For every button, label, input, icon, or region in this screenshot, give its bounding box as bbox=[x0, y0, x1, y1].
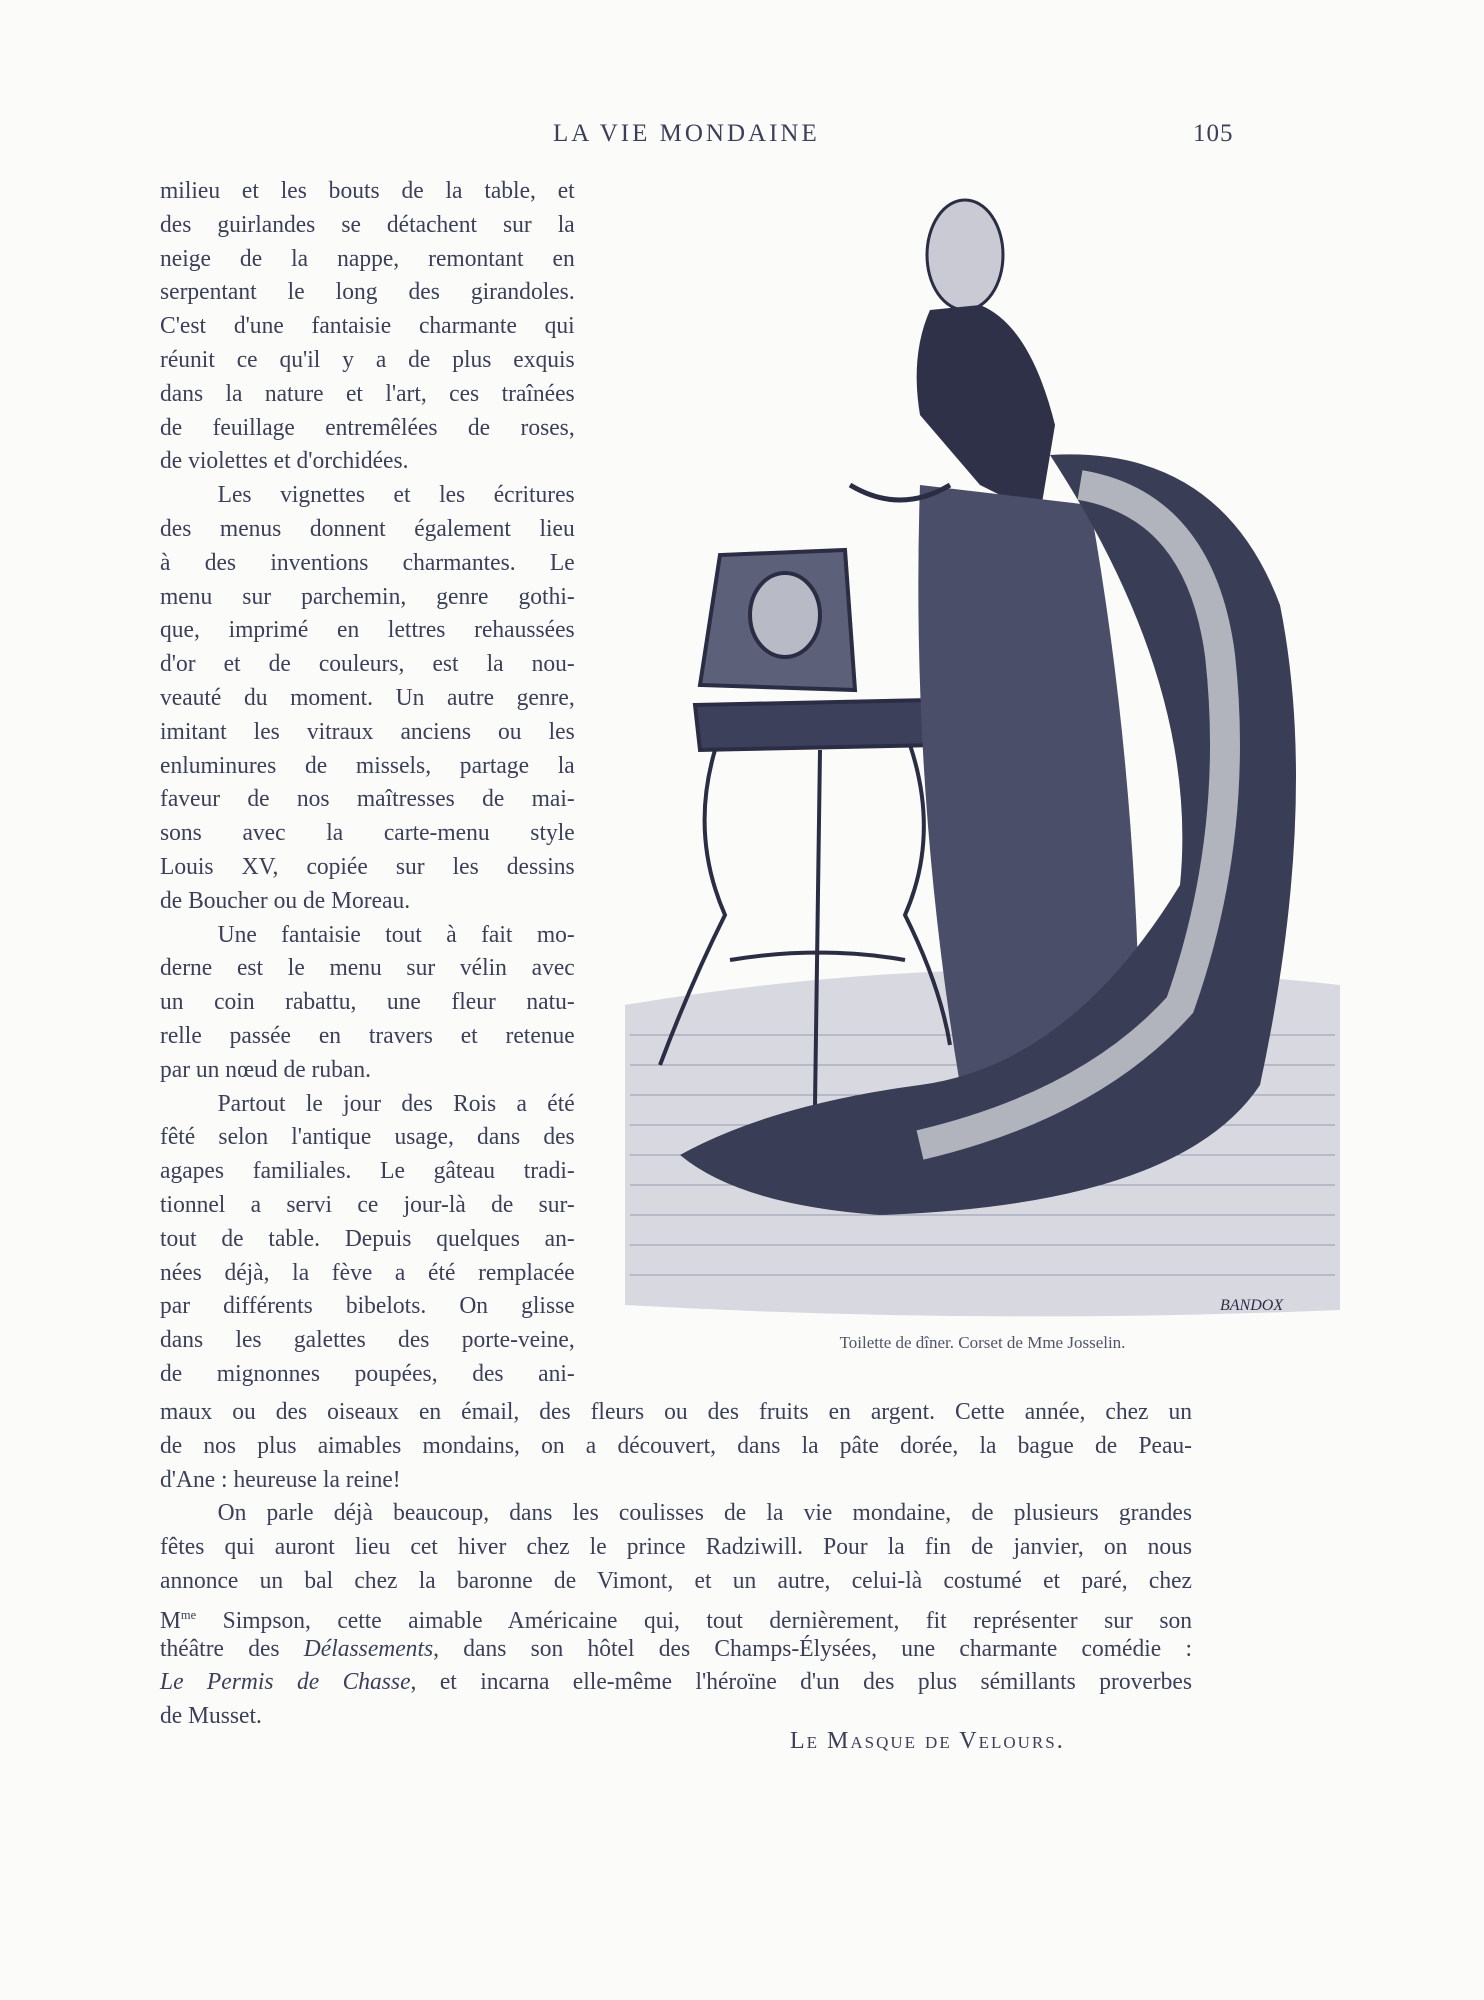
text-line: $M^{me}$ Simpson, cette aimable Américaine qui, tout dernièrement, fit représenter sur son bbox=[160, 1606, 1192, 1634]
text-line: de feuillage entremêlées de roses, bbox=[160, 413, 575, 441]
text-line: menu sur parchemin, genre gothi- bbox=[160, 582, 575, 610]
text-line: de Musset. bbox=[160, 1702, 262, 1730]
text-line: Louis XV, copiée sur les dessins bbox=[160, 853, 575, 880]
text-line: serpentant le long des girandoles. bbox=[160, 278, 575, 306]
text-line: annonce un bal chez la baronne de Vimont, et un autre, celui-là costumé et paré, chez bbox=[160, 1567, 1192, 1594]
text-line: maux ou des oiseaux en émail, des fleurs ou des fruits en argent. Cette année, chez un bbox=[160, 1398, 1192, 1425]
text-line: de nos plus aimables mondains, on a découvert, dans la pâte dorée, la bague de Peau- bbox=[160, 1431, 1192, 1459]
text-line: de mignonnes poupées, des ani- bbox=[160, 1360, 575, 1387]
text-line: dans la nature et l'art, ces traînées bbox=[160, 379, 575, 407]
text-line: par différents bibelots. On glisse bbox=[160, 1292, 575, 1320]
text-line: Une fantaisie tout à fait mo- bbox=[217, 920, 575, 948]
text-line: à des inventions charmantes. Le bbox=[160, 548, 575, 576]
text-line: Les vignettes et les écritures bbox=[217, 481, 575, 509]
engraving-illustration bbox=[620, 185, 1345, 1330]
engraver-signature: BANDOX bbox=[1220, 1297, 1284, 1314]
text-line: relle passée en travers et retenue bbox=[160, 1022, 575, 1049]
author-signature: Le Masque de Velours. bbox=[790, 1728, 1065, 1754]
text-line: C'est d'une fantaisie charmante qui bbox=[160, 312, 575, 340]
text-line: Le Permis de Chasse, et incarna elle-même l'héroïne d'un des plus sémillants proverbes bbox=[160, 1668, 1192, 1696]
text-line: Partout le jour des Rois a été bbox=[217, 1089, 575, 1117]
text-line: théâtre des Délassements, dans son hôtel des Champs-Élysées, une charmante comédie : bbox=[160, 1634, 1192, 1662]
text-line: des menus donnent également lieu bbox=[160, 515, 575, 542]
text-line: tout de table. Depuis quelques an- bbox=[160, 1224, 575, 1252]
text-line: imitant les vitraux anciens ou les bbox=[160, 717, 575, 745]
text-line: derne est le menu sur vélin avec bbox=[160, 954, 575, 982]
text-line: de Boucher ou de Moreau. bbox=[160, 886, 411, 914]
text-line: agapes familiales. Le gâteau tradi- bbox=[160, 1157, 575, 1185]
text-line: des guirlandes se détachent sur la bbox=[160, 210, 575, 238]
text-line: enluminures de missels, partage la bbox=[160, 751, 575, 779]
text-line: d'Ane : heureuse la reine! bbox=[160, 1465, 401, 1493]
text-line: faveur de nos maîtresses de mai- bbox=[160, 785, 575, 813]
running-title: LA VIE MONDAINE bbox=[553, 120, 820, 147]
text-line: veauté du moment. Un autre genre, bbox=[160, 684, 575, 711]
text-line: que, imprimé en lettres rehaussées bbox=[160, 616, 575, 644]
text-line: par un nœud de ruban. bbox=[160, 1055, 371, 1083]
page-number: 105 bbox=[1193, 120, 1234, 147]
text-line: fêtes qui auront lieu cet hiver chez le prince Radziwill. Pour la fin de janvier, on nous bbox=[160, 1533, 1192, 1561]
text-line: neige de la nappe, remontant en bbox=[160, 244, 575, 272]
text-line: sons avec la carte-menu style bbox=[160, 819, 575, 847]
text-line: d'or et de couleurs, est la nou- bbox=[160, 650, 575, 678]
text-line: réunit ce qu'il y a de plus exquis bbox=[160, 346, 575, 373]
text-line: de violettes et d'orchidées. bbox=[160, 447, 409, 475]
text-line: tionnel a servi ce jour-là de sur- bbox=[160, 1191, 575, 1218]
text-line: un coin rabattu, une fleur natu- bbox=[160, 988, 575, 1016]
text-line: milieu et les bouts de la table, et bbox=[160, 177, 575, 204]
text-line: nées déjà, la fève a été remplacée bbox=[160, 1258, 575, 1286]
text-line: dans les galettes des porte-veine, bbox=[160, 1326, 575, 1354]
figure-caption: Toilette de dîner. Corset de Mme Josselin. bbox=[839, 1333, 1126, 1352]
text-line: On parle déjà beaucoup, dans les coulisses de la vie mondaine, de plusieurs grandes bbox=[217, 1499, 1193, 1527]
text-line: fêté selon l'antique usage, dans des bbox=[160, 1123, 575, 1151]
